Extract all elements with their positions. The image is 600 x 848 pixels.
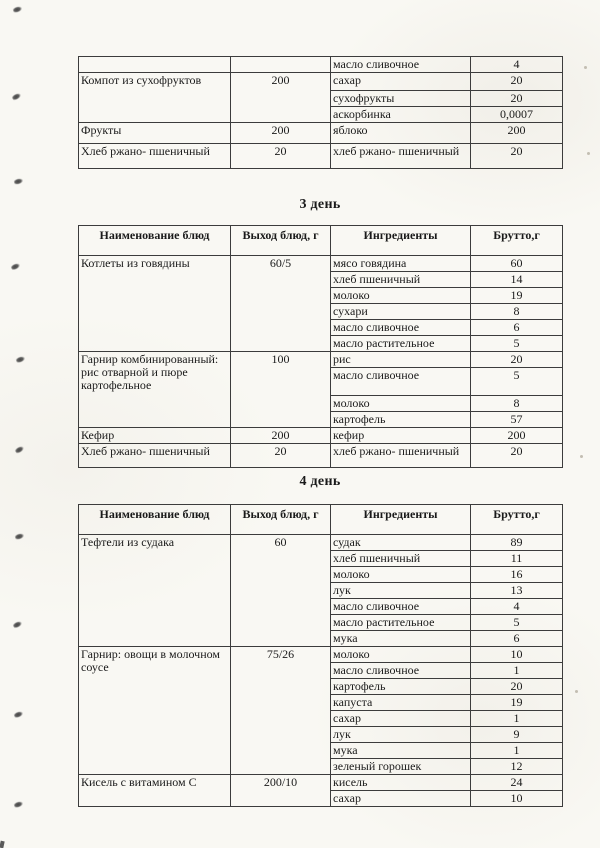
column-header-dish-name: Наименование блюд: [79, 505, 231, 535]
scan-smudge: [14, 444, 27, 456]
paper-speck: [587, 152, 590, 155]
dish-output-cell: 60: [231, 535, 331, 647]
ingredient-name-cell: судак: [331, 535, 471, 551]
ingredient-name-cell: картофель: [331, 679, 471, 695]
ingredient-name-cell: сухофрукты: [331, 91, 471, 107]
ingredient-gross-cell: 4: [471, 599, 563, 615]
ingredient-name-cell: кисель: [331, 775, 471, 791]
ingredient-name-cell: масло сливочное: [331, 57, 471, 73]
ingredient-name-cell: яблоко: [331, 123, 471, 144]
ingredient-name-cell: мука: [331, 631, 471, 647]
ingredient-gross-cell: 8: [471, 304, 563, 320]
ingredient-name-cell: мука: [331, 743, 471, 759]
dish-name-cell: Кефир: [79, 428, 231, 444]
ingredient-gross-cell: 200: [471, 428, 563, 444]
ingredient-name-cell: сахар: [331, 711, 471, 727]
table-row: [79, 256, 563, 272]
ingredient-name-cell: кефир: [331, 428, 471, 444]
table-row: [79, 73, 563, 91]
paper-speck: [575, 690, 578, 693]
scan-smudge: [15, 354, 28, 364]
dish-output-cell: 200/10: [231, 775, 331, 807]
menu-table-day-4: [78, 504, 563, 807]
ingredient-name-cell: молоко: [331, 567, 471, 583]
scan-smudge: [10, 261, 23, 272]
ingredient-gross-cell: 8: [471, 396, 563, 412]
dish-output-cell: 75/26: [231, 647, 331, 775]
ingredient-gross-cell: 20: [471, 679, 563, 695]
ingredient-name-cell: хлеб пшеничный: [331, 272, 471, 288]
ingredient-gross-cell: 5: [471, 615, 563, 631]
dish-output-cell: 200: [231, 123, 331, 144]
ingredient-name-cell: масло сливочное: [331, 320, 471, 336]
day-3-title: 3 день: [299, 197, 341, 212]
dish-name-cell: Хлеб ржано- пшеничный: [79, 444, 231, 468]
ingredient-name-cell: картофель: [331, 412, 471, 428]
dish-name-cell: Хлеб ржано- пшеничный: [79, 144, 231, 169]
dish-name-cell: [79, 57, 231, 73]
table-row: [79, 123, 563, 144]
scan-smudge: [14, 532, 27, 542]
column-header-gross-weight: Брутто,г: [471, 226, 563, 256]
ingredient-gross-cell: 1: [471, 663, 563, 679]
table-row: [79, 428, 563, 444]
ingredient-name-cell: молоко: [331, 396, 471, 412]
ingredient-gross-cell: 11: [471, 551, 563, 567]
ingredient-gross-cell: 19: [471, 288, 563, 304]
ingredient-name-cell: капуста: [331, 695, 471, 711]
ingredient-name-cell: сахар: [331, 791, 471, 807]
ingredient-name-cell: аскорбинка: [331, 107, 471, 123]
paper-speck: [584, 66, 587, 69]
ingredient-name-cell: хлеб ржано- пшеничный: [331, 444, 471, 468]
ingredient-gross-cell: 6: [471, 631, 563, 647]
ingredient-gross-cell: 14: [471, 272, 563, 288]
ingredient-gross-cell: 20: [471, 444, 563, 468]
ingredient-gross-cell: 1: [471, 743, 563, 759]
column-header-output: Выход блюд, г: [231, 505, 331, 535]
column-header-ingredients: Ингредиенты: [331, 226, 471, 256]
column-header-output: Выход блюд, г: [231, 226, 331, 256]
ingredient-gross-cell: 16: [471, 567, 563, 583]
ingredient-gross-cell: 6: [471, 320, 563, 336]
ingredient-name-cell: масло сливочное: [331, 663, 471, 679]
scan-smudge: [12, 4, 25, 14]
scan-smudge: [13, 799, 26, 809]
dish-name-cell: Тефтели из судака: [79, 535, 231, 647]
scan-smudge: [13, 709, 26, 719]
dish-name-cell: Кисель с витамином С: [79, 775, 231, 807]
ingredient-name-cell: хлеб пшеничный: [331, 551, 471, 567]
scan-smudge: [13, 177, 25, 187]
column-header-ingredients: Ингредиенты: [331, 505, 471, 535]
menu-table-day-3: [78, 225, 563, 468]
ingredient-gross-cell: 10: [471, 791, 563, 807]
ingredient-name-cell: лук: [331, 583, 471, 599]
ingredient-gross-cell: 9: [471, 727, 563, 743]
ingredient-name-cell: масло сливочное: [331, 599, 471, 615]
ingredient-gross-cell: 13: [471, 583, 563, 599]
ingredient-gross-cell: 24: [471, 775, 563, 791]
ingredient-name-cell: рис: [331, 352, 471, 368]
ingredient-name-cell: сахар: [331, 73, 471, 91]
ingredient-gross-cell: 12: [471, 759, 563, 775]
ingredient-gross-cell: 1: [471, 711, 563, 727]
ingredient-name-cell: лук: [331, 727, 471, 743]
table-row: [79, 535, 563, 551]
ingredient-name-cell: молоко: [331, 647, 471, 663]
ingredient-name-cell: зеленый горошек: [331, 759, 471, 775]
ingredient-gross-cell: 5: [471, 336, 563, 352]
scan-smudge: [12, 619, 25, 630]
dish-name-cell: Котлеты из говядины: [79, 256, 231, 352]
dish-output-cell: 20: [231, 444, 331, 468]
ingredient-gross-cell: 19: [471, 695, 563, 711]
table-row: [79, 352, 563, 368]
ingredient-gross-cell: 89: [471, 535, 563, 551]
ingredient-gross-cell: 4: [471, 57, 563, 73]
column-header-gross-weight: Брутто,г: [471, 505, 563, 535]
dish-output-cell: 100: [231, 352, 331, 428]
ingredient-gross-cell: 57: [471, 412, 563, 428]
day-4-title: 4 день: [299, 474, 341, 489]
menu-table-continuation: [78, 56, 563, 169]
paper-speck: [580, 455, 583, 458]
ingredient-gross-cell: 60: [471, 256, 563, 272]
ingredient-name-cell: масло сливочное: [331, 368, 471, 396]
ingredient-gross-cell: 20: [471, 91, 563, 107]
dish-name-cell: Компот из сухофруктов: [79, 73, 231, 123]
ingredient-gross-cell: 20: [471, 73, 563, 91]
table-row: [79, 144, 563, 169]
scan-smudge: [0, 841, 5, 848]
dish-name-cell: Гарнир: овощи в молочном соусе: [79, 647, 231, 775]
ingredient-name-cell: молоко: [331, 288, 471, 304]
scan-smudge: [11, 91, 24, 102]
dish-output-cell: [231, 57, 331, 73]
ingredient-name-cell: масло растительное: [331, 336, 471, 352]
table-row: [79, 775, 563, 791]
ingredient-gross-cell: 0,0007: [471, 107, 563, 123]
dish-output-cell: 200: [231, 73, 331, 123]
table-row: [79, 444, 563, 468]
table-row: [79, 647, 563, 663]
ingredient-name-cell: масло растительное: [331, 615, 471, 631]
ingredient-gross-cell: 10: [471, 647, 563, 663]
dish-name-cell: Фрукты: [79, 123, 231, 144]
ingredient-name-cell: хлеб ржано- пшеничный: [331, 144, 471, 169]
dish-output-cell: 20: [231, 144, 331, 169]
ingredient-gross-cell: 5: [471, 368, 563, 396]
ingredient-gross-cell: 20: [471, 144, 563, 169]
table-row: [79, 57, 563, 73]
dish-output-cell: 200: [231, 428, 331, 444]
ingredient-name-cell: мясо говядина: [331, 256, 471, 272]
dish-name-cell: Гарнир комбинированный: рис отварной и пюре картофельное: [79, 352, 231, 428]
column-header-dish-name: Наименование блюд: [79, 226, 231, 256]
ingredient-gross-cell: 20: [471, 352, 563, 368]
dish-output-cell: 60/5: [231, 256, 331, 352]
ingredient-gross-cell: 200: [471, 123, 563, 144]
ingredient-name-cell: сухари: [331, 304, 471, 320]
